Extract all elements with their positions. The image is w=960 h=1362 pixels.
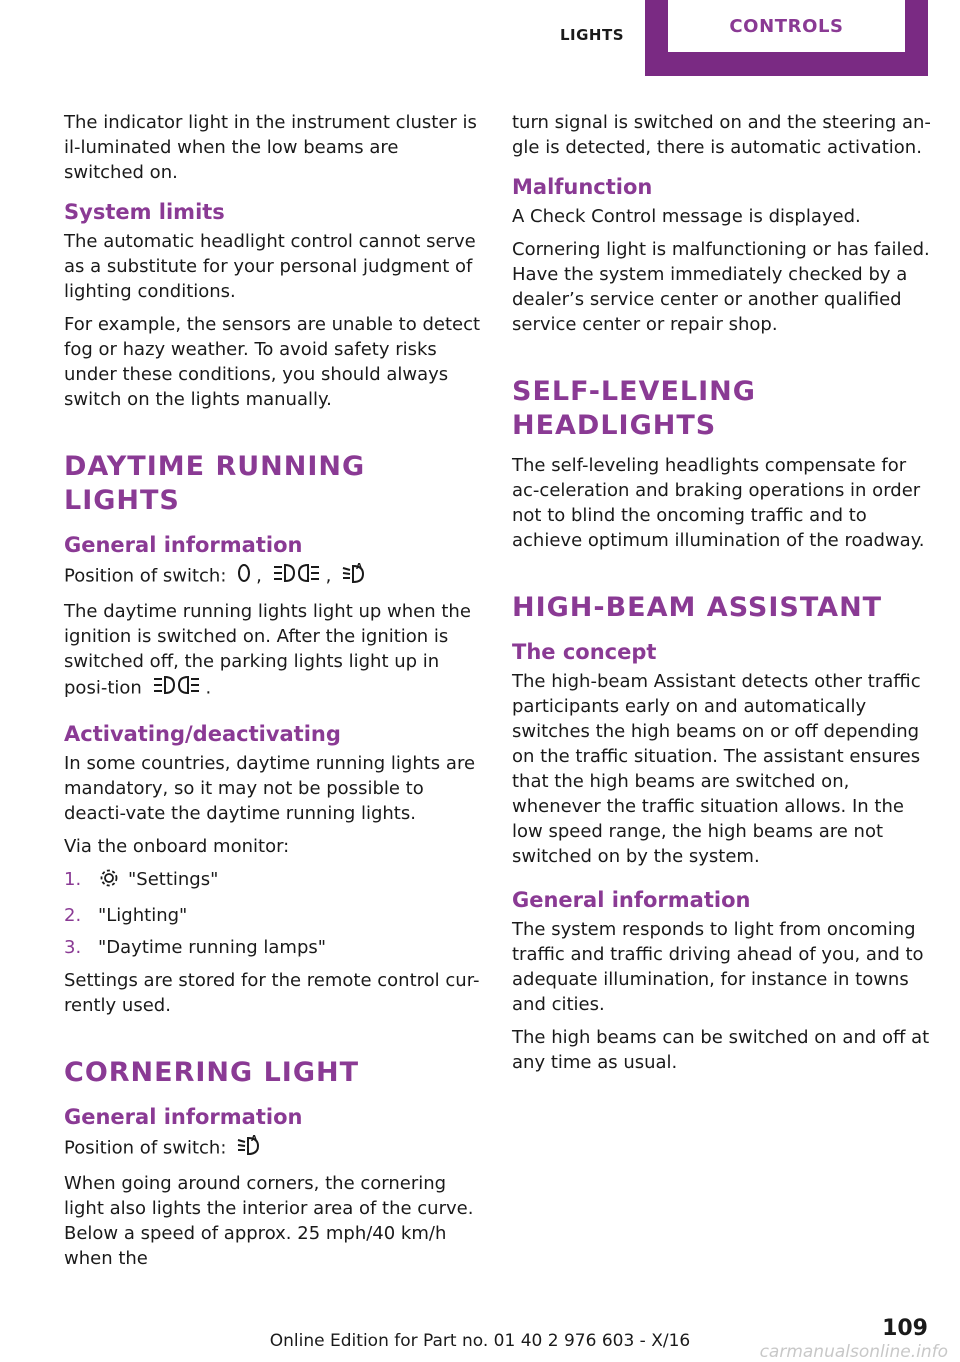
list-item (64, 867, 484, 896)
heading-high-beam-assistant: HIGH-BEAM ASSISTANT (512, 592, 883, 623)
left-column (64, 110, 484, 1279)
right-column (512, 110, 932, 1083)
paragraph: The self-leveling headlights compensate for ac-celeration and braking operations in order not to blind the oncoming traffic and to achieve optimum illumination of the roadway. (512, 455, 925, 551)
switch-position-line (64, 1134, 484, 1163)
position-label: Position of switch: (64, 1137, 227, 1159)
heading-daytime-running-lights: DAYTIME RUNNING LIGHTS (64, 451, 366, 516)
heading-general-information: General information (64, 533, 303, 557)
heading-self-leveling-headlights: SELF-LEVELING HEADLIGHTS (512, 376, 756, 441)
watermark: carmanualsonline.info (759, 1342, 948, 1362)
svg-text:A: A (251, 1134, 258, 1143)
paragraph: The daytime running lights light up when the ignition is switched on. After the ignition is switched off, the parking lights light up in posi-tion . (64, 599, 484, 703)
paragraph: Cornering light is malfunctioning or has failed. Have the system immediately checked by a dealer’s service center or another qualified service center or repair shop. (512, 239, 930, 335)
paragraph: Via the onboard monitor: (64, 836, 290, 857)
paragraph-text: The daytime running lights light up when the ignition is switched on. After the ignition is switched off, the parking lights light up in posi-tion (64, 601, 471, 699)
paragraph: turn signal is switched on and the steering an-gle is detected, there is automatic activation. (512, 112, 931, 158)
list-item (64, 903, 484, 928)
footer-edition: Online Edition for Part no. 01 40 2 976 603 - X/16 (269, 1331, 691, 1351)
paragraph: When going around corners, the cornering light also lights the interior area of the curve. Below a speed of approx. 25 mph/40 km/h when the (64, 1173, 474, 1269)
paragraph: Settings are stored for the remote control cur-rently used. (64, 970, 480, 1016)
gear-icon (98, 867, 120, 896)
paragraph: In some countries, daytime running lights are mandatory, so it may not be possible to deacti-vate the daytime running lights. (64, 753, 476, 824)
page-number: 109 (882, 1316, 928, 1341)
step-text: "Daytime running lamps" (98, 937, 327, 958)
paragraph: The automatic headlight control cannot serve as a substitute for your personal judgment of lighting conditions. (64, 231, 476, 302)
parking-lights-icon (272, 562, 322, 591)
position-label: Position of switch: (64, 565, 227, 587)
heading-general-information: General information (512, 888, 751, 912)
heading-cornering-light: CORNERING LIGHT (64, 1057, 360, 1088)
paragraph: For example, the sensors are unable to detect fog or hazy weather. To avoid safety risks under these conditions, you should always switch on the lights manually. (64, 314, 481, 410)
step-number: 3. (64, 937, 82, 958)
paragraph: The system responds to light from oncoming traffic and traffic driving ahead of you, and to adequate illumination, for instance in towns and cities. (512, 919, 924, 1015)
paragraph: The indicator light in the instrument cluster is il-luminated when the low beams are switched on. (64, 112, 477, 183)
heading-the-concept: The concept (512, 640, 657, 664)
switch-position-line: Position of switch: , , A (64, 562, 484, 591)
heading-activating-deactivating: Activating/deactivating (64, 722, 341, 746)
paragraph: The high-beam Assistant detects other traffic participants early on and automatically switches the high beams on or off depending on the traffic situation. The assistant ensures that the high beams are switched on, whenever the traffic situation allows. In the low speed range, the high beams are not switched on by the system. (512, 671, 921, 867)
step-number: 2. (64, 905, 82, 926)
switch-off-icon (236, 562, 252, 591)
parking-lights-icon (152, 674, 202, 703)
step-text: "Settings" (128, 869, 219, 890)
auto-headlight-icon (236, 1134, 262, 1163)
step-number: 1. (64, 869, 82, 890)
header-chapter-tab: CONTROLS (668, 0, 905, 52)
svg-text:A: A (356, 562, 363, 571)
header-section-tab: LIGHTS (559, 26, 625, 44)
heading-malfunction: Malfunction (512, 175, 653, 199)
paragraph: A Check Control message is displayed. (512, 206, 861, 227)
auto-headlight-icon (341, 562, 367, 591)
heading-general-information: General information (64, 1105, 303, 1129)
heading-system-limits: System limits (64, 200, 225, 224)
step-text: "Lighting" (98, 905, 188, 926)
list-item (64, 935, 484, 960)
steps-list (64, 867, 484, 960)
paragraph: The high beams can be switched on and off at any time as usual. (512, 1027, 930, 1073)
